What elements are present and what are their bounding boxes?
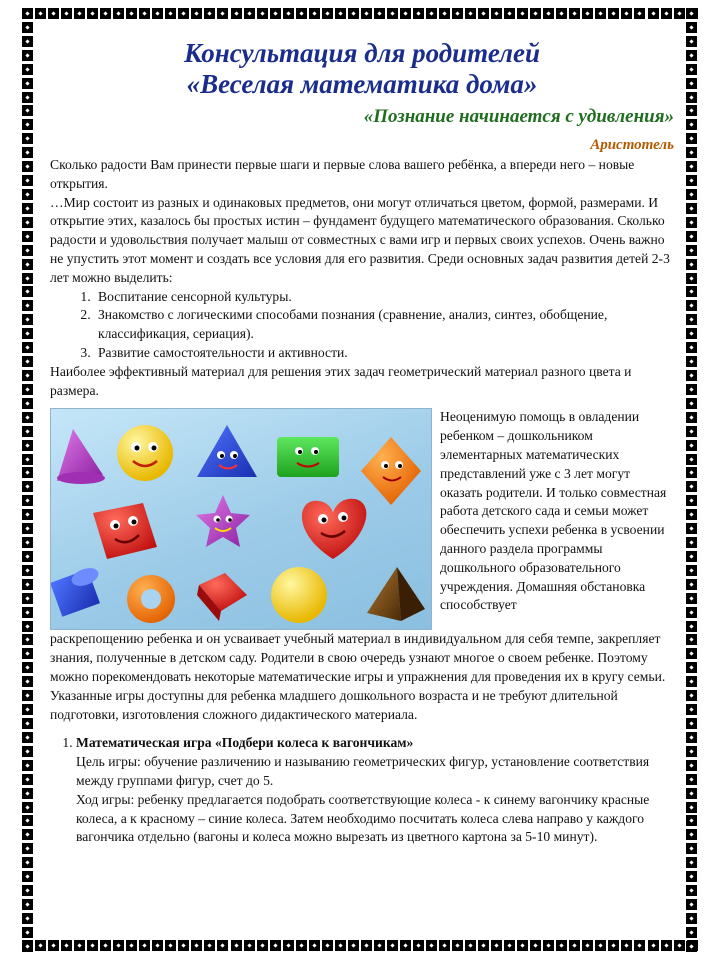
border-ornament (100, 940, 111, 951)
yellow-ball-shape (271, 567, 327, 623)
border-ornament (595, 8, 606, 19)
border-ornament (439, 8, 450, 19)
border-ornament (556, 8, 567, 19)
border-ornament (648, 8, 659, 19)
border-ornament (686, 259, 697, 270)
border-ornament (22, 259, 33, 270)
title-line-2: «Веселая математика дома» (186, 69, 538, 99)
border-ornament (283, 940, 294, 951)
continuation-paragraph: раскрепощению ребенка и он усваивает учебный материал в индивидуальном для себя темпе, закрепляет знания, полученные в детском саду. Родители в свою очередь узнают многое о своем ребенке. Поэтому можно порекомендовать некоторые математические игры и упражнения для проведения их в кругу семьи. Указанные игры доступны для ребенка младшего дошкольного возраста и не требуют длительной подготовки, изготовления сложного дидактического материала. (50, 631, 666, 722)
border-ornament (335, 940, 346, 951)
border-ornament (22, 634, 33, 645)
border-ornament (22, 286, 33, 297)
border-ornament (686, 941, 697, 952)
border-ornament (22, 565, 33, 576)
border-ornament (504, 8, 515, 19)
border-ornament (517, 940, 528, 951)
border-ornament (582, 940, 593, 951)
border-ornament (322, 8, 333, 19)
border-ornament (465, 8, 476, 19)
border-ornament (634, 8, 645, 19)
border-ornament (48, 8, 59, 19)
border-ornament (569, 940, 580, 951)
border-ornament (22, 551, 33, 562)
border-ornament (387, 8, 398, 19)
border-ornament (22, 231, 33, 242)
border-ornament (74, 8, 85, 19)
border-ornament (686, 495, 697, 506)
border-ornament (543, 940, 554, 951)
border-ornament (22, 384, 33, 395)
border-ornament (686, 105, 697, 116)
border-ornament (686, 899, 697, 910)
border-ornament (686, 412, 697, 423)
border-ornament (296, 940, 307, 951)
intro-paragraph-1: Сколько радости Вам принести первые шаги и первые слова вашего ребёнка, а впереди него – новые открытия. (50, 157, 635, 191)
border-ornament (270, 8, 281, 19)
border-ornament (686, 175, 697, 186)
border-ornament (22, 537, 33, 548)
border-ornament (686, 50, 697, 61)
page-border-left (22, 8, 34, 952)
epigraph-author: Аристотель (590, 137, 674, 153)
task-item: 3. Развитие самостоятельности и активности. (94, 344, 674, 363)
border-ornament (686, 760, 697, 771)
border-ornament (309, 8, 320, 19)
border-ornament (152, 8, 163, 19)
border-ornament (22, 885, 33, 896)
border-ornament (61, 940, 72, 951)
border-ornament (686, 119, 697, 130)
game-goal: Цель игры: обучение различению и называнию геометрических фигур, установление соответствия между группами фигур, счет до 5. (76, 754, 650, 788)
border-ornament (270, 940, 281, 951)
border-ornament (22, 50, 33, 61)
border-ornament (244, 8, 255, 19)
border-ornament (257, 940, 268, 951)
border-ornament (22, 36, 33, 47)
border-ornament (686, 356, 697, 367)
border-ornament (22, 273, 33, 284)
border-ornament (648, 940, 659, 951)
border-ornament (686, 885, 697, 896)
border-ornament (686, 398, 697, 409)
border-ornament (22, 857, 33, 868)
border-ornament (22, 690, 33, 701)
border-ornament (686, 621, 697, 632)
border-ornament (348, 8, 359, 19)
border-ornament (244, 940, 255, 951)
border-ornament (517, 8, 528, 19)
game-procedure: Ход игры: ребенку предлагается подобрать соответствующие колеса - к синему вагончику красные колеса, а к красному – синие колеса. Затем необходимо посчитать колеса слева направо у каждого вагончика отдельно (вагоны и колеса можно вырезать из цветного картона за 5-10 минут). (76, 791, 650, 845)
border-ornament (217, 940, 228, 951)
border-ornament (22, 342, 33, 353)
page-border-right (686, 8, 698, 952)
page-border-bottom (22, 940, 698, 952)
border-ornament (530, 940, 541, 951)
orange-torus-shape (127, 575, 175, 623)
border-ornament (686, 133, 697, 144)
border-ornament (22, 133, 33, 144)
border-ornament (126, 8, 137, 19)
border-ornament (22, 328, 33, 339)
border-ornament (400, 940, 411, 951)
border-ornament (22, 370, 33, 381)
magenta-cone-shape (57, 429, 105, 484)
border-ornament (661, 940, 672, 951)
border-ornament (413, 940, 424, 951)
border-ornament (22, 119, 33, 130)
border-ornament (87, 8, 98, 19)
border-ornament (686, 22, 697, 33)
border-ornament (22, 607, 33, 618)
border-ornament (621, 940, 632, 951)
border-ornament (413, 8, 424, 19)
border-ornament (686, 454, 697, 465)
border-ornament (387, 940, 398, 951)
border-ornament (686, 662, 697, 673)
document-page (50, 38, 674, 847)
red-heart-shape (302, 499, 366, 559)
shapes-svg (51, 409, 431, 629)
border-ornament (686, 36, 697, 47)
border-ornament (686, 579, 697, 590)
border-ornament (22, 732, 33, 743)
yellow-smiley-ball-shape (117, 425, 173, 481)
border-ornament (283, 8, 294, 19)
border-ornament (22, 913, 33, 924)
border-ornament (595, 940, 606, 951)
border-ornament (686, 551, 697, 562)
border-ornament (204, 8, 215, 19)
border-ornament (139, 8, 150, 19)
border-ornament (478, 940, 489, 951)
border-ornament (22, 495, 33, 506)
border-ornament (686, 788, 697, 799)
page-border-top (22, 8, 698, 20)
border-ornament (686, 314, 697, 325)
border-ornament (22, 815, 33, 826)
border-ornament (374, 8, 385, 19)
border-ornament (530, 8, 541, 19)
border-ornament (22, 412, 33, 423)
border-ornament (22, 704, 33, 715)
border-ornament (231, 8, 242, 19)
intro-paragraph-3: Наиболее эффективный материал для решения этих задач геометрический материал разного цвета и размера. (50, 363, 632, 398)
border-ornament (22, 509, 33, 520)
border-ornament (22, 203, 33, 214)
border-ornament (22, 22, 33, 33)
border-ornament (361, 8, 372, 19)
border-ornament (686, 523, 697, 534)
border-ornament (22, 941, 33, 952)
side-paragraph: Неоценимую помощь в овладении ребенком – дошкольником элементарных математических представлений уже с 3 лет могут оказать родители. И только совместная работа детского сада и семьи может обеспечить успехи ребенка в усвоении данного раздела программы дошкольного образовательного учреждения. Домашняя обстановка способствует (440, 409, 667, 613)
games-list (50, 734, 674, 847)
border-ornament (686, 704, 697, 715)
border-ornament (22, 147, 33, 158)
border-ornament (22, 648, 33, 659)
border-ornament (465, 940, 476, 951)
border-ornament (257, 8, 268, 19)
border-ornament (22, 105, 33, 116)
border-ornament (439, 940, 450, 951)
red-cube-shape (93, 503, 157, 559)
border-ornament (152, 940, 163, 951)
border-ornament (452, 8, 463, 19)
border-ornament (674, 8, 685, 19)
border-ornament (22, 161, 33, 172)
border-ornament (231, 940, 242, 951)
border-ornament (322, 940, 333, 951)
border-ornament (582, 8, 593, 19)
border-ornament (686, 565, 697, 576)
border-ornament (22, 662, 33, 673)
border-ornament (22, 802, 33, 813)
border-ornament (22, 467, 33, 478)
border-ornament (22, 440, 33, 451)
border-ornament (139, 940, 150, 951)
border-ornament (686, 217, 697, 228)
border-ornament (686, 718, 697, 729)
game-title: 1. Математическая игра «Подбери колеса к вагончикам» (76, 735, 414, 751)
brown-pyramid-shape (367, 567, 425, 621)
border-ornament (686, 857, 697, 868)
border-ornament (686, 161, 697, 172)
border-ornament (22, 899, 33, 910)
border-ornament (686, 384, 697, 395)
border-ornament (491, 8, 502, 19)
border-ornament (686, 328, 697, 339)
border-ornament (426, 8, 437, 19)
border-ornament (22, 175, 33, 186)
border-ornament (22, 843, 33, 854)
border-ornament (661, 8, 672, 19)
border-ornament (686, 732, 697, 743)
intro-section (50, 156, 674, 400)
border-ornament (608, 8, 619, 19)
border-ornament (22, 676, 33, 687)
border-ornament (686, 913, 697, 924)
border-ornament (686, 774, 697, 785)
border-ornament (126, 940, 137, 951)
border-ornament (674, 940, 685, 951)
border-ornament (22, 621, 33, 632)
border-ornament (686, 871, 697, 882)
red-cube-plain-shape (197, 573, 247, 621)
geometric-shapes-illustration (50, 408, 432, 630)
border-ornament (348, 940, 359, 951)
task-item: 1. Воспитание сенсорной культуры. (94, 288, 674, 307)
border-ornament (309, 940, 320, 951)
border-ornament (191, 940, 202, 951)
border-ornament (335, 8, 346, 19)
border-ornament (22, 356, 33, 367)
border-ornament (22, 426, 33, 437)
border-ornament (686, 690, 697, 701)
border-ornament (87, 940, 98, 951)
border-ornament (686, 746, 697, 757)
border-ornament (22, 314, 33, 325)
border-ornament (686, 802, 697, 813)
document-title (50, 38, 674, 100)
border-ornament (204, 940, 215, 951)
tasks-list (50, 288, 674, 363)
blue-triangle-shape (197, 425, 257, 477)
border-ornament (686, 286, 697, 297)
border-ornament (504, 940, 515, 951)
border-ornament (686, 593, 697, 604)
border-ornament (178, 8, 189, 19)
orange-diamond-shape (361, 437, 421, 505)
border-ornament (608, 940, 619, 951)
border-ornament (686, 815, 697, 826)
border-ornament (686, 927, 697, 938)
border-ornament (22, 481, 33, 492)
border-ornament (686, 64, 697, 75)
border-ornament (686, 273, 697, 284)
border-ornament (22, 245, 33, 256)
border-ornament (178, 940, 189, 951)
border-ornament (22, 718, 33, 729)
border-ornament (113, 940, 124, 951)
border-ornament (686, 467, 697, 478)
border-ornament (686, 8, 697, 19)
border-ornament (35, 8, 46, 19)
border-ornament (621, 8, 632, 19)
border-ornament (22, 300, 33, 311)
border-ornament (686, 370, 697, 381)
border-ornament (426, 940, 437, 951)
border-ornament (296, 8, 307, 19)
border-ornament (686, 607, 697, 618)
border-ornament (22, 760, 33, 771)
border-ornament (48, 940, 59, 951)
border-ornament (686, 440, 697, 451)
border-ornament (543, 8, 554, 19)
border-ornament (686, 300, 697, 311)
border-ornament (478, 8, 489, 19)
border-ornament (22, 78, 33, 89)
border-ornament (100, 8, 111, 19)
border-ornament (22, 8, 33, 19)
border-ornament (686, 426, 697, 437)
game-item (76, 734, 674, 847)
border-ornament (22, 788, 33, 799)
border-ornament (686, 537, 697, 548)
border-ornament (22, 189, 33, 200)
border-ornament (22, 92, 33, 103)
border-ornament (400, 8, 411, 19)
border-ornament (452, 940, 463, 951)
border-ornament (113, 8, 124, 19)
epigraph-quote: «Познание начинается с удивления» (363, 106, 674, 127)
border-ornament (686, 634, 697, 645)
border-ornament (61, 8, 72, 19)
border-ornament (686, 189, 697, 200)
border-ornament (569, 8, 580, 19)
border-ornament (74, 940, 85, 951)
border-ornament (165, 8, 176, 19)
border-ornament (686, 342, 697, 353)
border-ornament (22, 398, 33, 409)
border-ornament (686, 92, 697, 103)
border-ornament (686, 245, 697, 256)
border-ornament (686, 481, 697, 492)
border-ornament (634, 940, 645, 951)
border-ornament (22, 829, 33, 840)
border-ornament (22, 774, 33, 785)
border-ornament (491, 940, 502, 951)
green-rectangle-shape (277, 437, 339, 477)
border-ornament (686, 648, 697, 659)
media-row (50, 408, 674, 630)
border-ornament (191, 8, 202, 19)
border-ornament (217, 8, 228, 19)
border-ornament (22, 454, 33, 465)
border-ornament (686, 203, 697, 214)
border-ornament (22, 871, 33, 882)
border-ornament (686, 231, 697, 242)
purple-star-shape (196, 495, 250, 547)
border-ornament (686, 843, 697, 854)
border-ornament (22, 579, 33, 590)
border-ornament (22, 746, 33, 757)
title-line-1: Консультация для родителей (184, 38, 540, 68)
border-ornament (556, 940, 567, 951)
border-ornament (686, 509, 697, 520)
border-ornament (22, 593, 33, 604)
border-ornament (22, 523, 33, 534)
border-ornament (374, 940, 385, 951)
border-ornament (22, 64, 33, 75)
border-ornament (22, 217, 33, 228)
border-ornament (686, 78, 697, 89)
border-ornament (686, 147, 697, 158)
border-ornament (361, 940, 372, 951)
intro-paragraph-2: …Мир состоит из разных и одинаковых предметов, они могут отличаться цветом, формой, размерами. И открытие этих, казалось бы простых истин – фундамент будущего математического образования. Сколько радости и удовольствия получает малыш от совместных с вами игр и первых своих успехов. Очень важно не упустить этот момент и создать все условия для его развития. Среди основных задач развития детей 2-3 лет можно выделить: (50, 194, 670, 285)
border-ornament (686, 829, 697, 840)
blue-cylinder-shape (51, 565, 101, 617)
border-ornament (35, 940, 46, 951)
border-ornament (165, 940, 176, 951)
border-ornament (22, 927, 33, 938)
border-ornament (686, 676, 697, 687)
task-item: 2. Знакомство с логическими способами познания (сравнение, анализ, синтез, обобщение, классификация, сериация). (94, 306, 674, 344)
